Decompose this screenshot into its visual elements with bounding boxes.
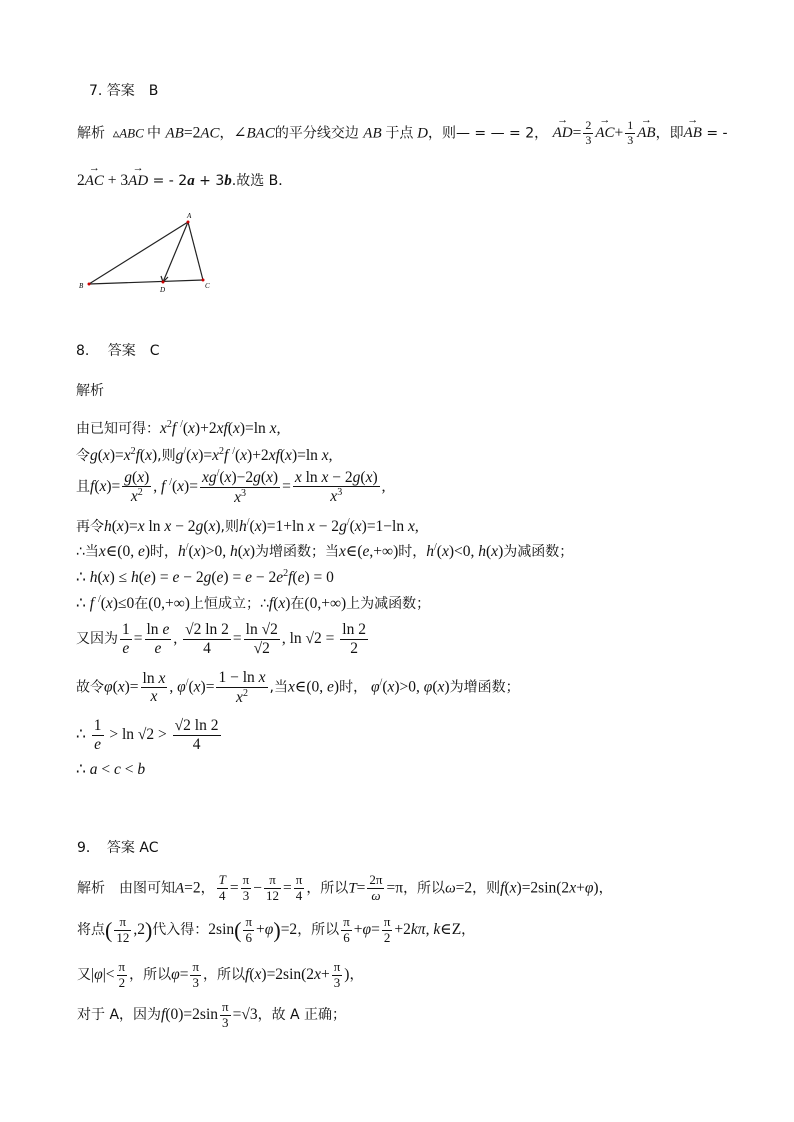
q8-line-9: 故令φ(x)= $\frac{\text{ln x}}{x}$ , φ/(x)= $\frac{\text{1 − ln x}}{x^2}$ ,当x∈(0, e)时， φ/(x)>0, φ(x)为增函数； (76, 669, 520, 706)
q8-line-4: 再令h(x)=x ln x − 2g(x),则h/(x)=1+ln x − 2g/(x)=1−ln x, (76, 516, 419, 535)
q7-analysis-line-1: 解析 ▵ABC 中 AB=2AC，∠BAC的平分线交边 AB 于点 D，则— = — = 2， → AD= $\frac{2}{3}$ → AC+ $\frac{1}{3}$ → AB，即→ AB = - (77, 119, 728, 148)
q9-answer-header: 9． 答案 AC (77, 840, 159, 856)
vertex-label-d: D (160, 286, 166, 294)
q8-answer-header: 8. 答案 C (76, 343, 160, 359)
q8-line-8: 又因为 $\frac{1}{e}$ = $\frac{\text{ln e}}{e}$ , $\frac{√2 \ln 2}{4}$ = $\frac{\ln √2}{√2}$ , ln √2 = $\frac{\ln 2}{2}$ (76, 621, 366, 657)
vertex-label-b: B (79, 282, 84, 290)
q9-line-1: 解析 由图可知A=2， $\frac{T}{4}$ = $\frac{\pi}{3}$ − $\frac{\pi}{12}$ = $\frac{\pi}{4}$ ，所以T= $\frac{2\pi}{\omega}$ =π，所以ω=2，则f(x)=2sin(2x+φ)， (77, 872, 613, 903)
q8-line-2: 令$g(x)=x^2f(x)$,则$g^/(x)=x^2f$ /(x)+2xf(x)=ln x, (76, 445, 333, 464)
q8-analysis-label: 解析 (76, 383, 104, 399)
q8-line-10: ∴ $\frac{1}{e}$ > ln √2 > $\frac{√2 \ln 2}{4}$ (76, 717, 219, 753)
q7-answer-header: 7. 答案 B (89, 83, 159, 99)
vertex-label-c: C (205, 282, 210, 290)
q8-line-11: ∴ a < c < b (76, 761, 146, 778)
q7-analysis-line-2: 2→ AC + 3→ AD = - 2a + 3b.故选 B． (77, 170, 292, 190)
q9-line-3: 又|φ|< $\frac{\pi}{2}$ ，所以φ= $\frac{\pi}{3}$ ，所以f(x)=2sin(2x+ $\frac{\pi}{3}$ )， (77, 959, 364, 990)
q8-line-3: 且f(x)= $\frac{g(x)}{x^2}$ , f /(x)= $\frac{xg^/(x)-2g(x)}{x^3}$ = $\frac{\text{x ln x − 2g(x)}}{x^3}$ , (76, 468, 386, 507)
vertex-label-a: A (187, 212, 192, 220)
analysis-label: 解析 (77, 125, 105, 142)
q8-line-5: ∴当x∈(0, e)时，h/(x)>0, h(x)为增函数；当x∈(e,+∞)时，h/(x)<0, h(x)为减函数； (76, 541, 574, 560)
q8-line-1: 由已知可得：$x^2f$ /(x)+2xf(x)=ln x, (76, 418, 281, 437)
q9-line-2: 将点( $\frac{\pi}{12}$ ,2)代入得：2sin( $\frac{\pi}{6}$ +φ)=2，所以 $\frac{\pi}{6}$ +φ= $\frac{\pi}{2}$ +2kπ, k∈Z， (77, 914, 476, 945)
triangle-figure (75, 210, 225, 295)
q9-line-4: 对于 A，因为f(0)=2sin $\frac{\pi}{3}$ =√3，故 A 正确； (77, 999, 347, 1030)
q8-line-6: ∴ $h(x) \le h(e) = e - 2g(e) = e - 2e^2f(e) = 0$ (76, 568, 334, 587)
q8-line-7: ∴ f /(x)≤0在(0,+∞)上恒成立；∴f(x)在(0,+∞)上为减函数； (76, 593, 431, 612)
